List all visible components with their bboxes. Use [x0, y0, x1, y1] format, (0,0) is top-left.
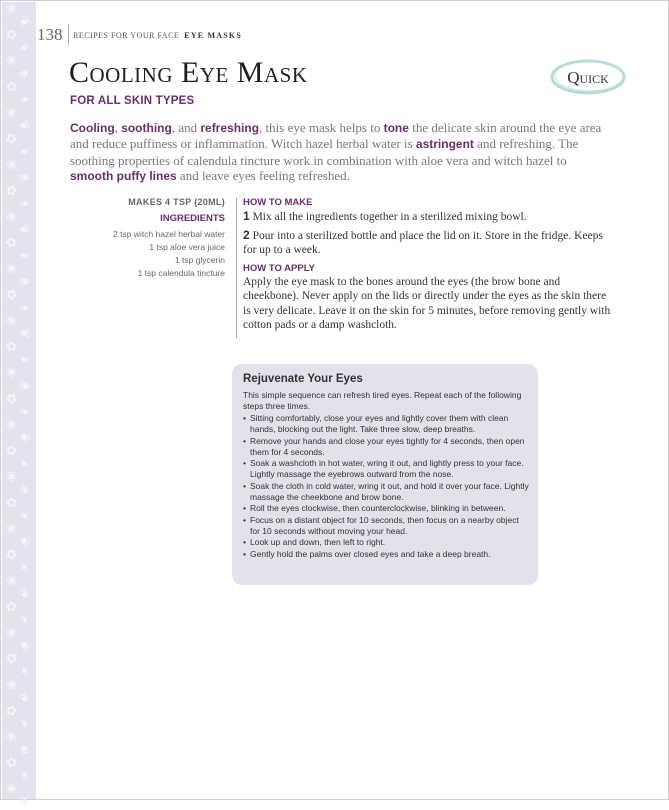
leaf-icon: ❦ — [15, 378, 33, 393]
bullet-text: Remove your hands and close your eyes tightly for 4 seconds, then open them for 4 seconds. — [250, 435, 525, 457]
leaf-icon: ❀ — [3, 155, 20, 174]
method-step — [243, 209, 615, 225]
leaf-icon: ❦ — [16, 275, 33, 288]
leaf-icon: ❦ — [15, 64, 34, 83]
intro-text: , this eye mask helps to — [259, 120, 384, 135]
leaf-icon: ❦ — [16, 688, 33, 707]
bullet-text: Soak a washcloth in hot water, wring it out, and lightly press to your face. Lightly massage the eyebrows outward from the nose. — [250, 458, 524, 480]
leaf-icon: ❧ — [15, 506, 34, 525]
leaf-icon: ❀ — [4, 103, 19, 122]
leaf-icon: ✿ — [5, 546, 18, 563]
leaf-icon: ✿ — [2, 285, 21, 304]
header-divider — [68, 25, 69, 45]
section-breadcrumb — [73, 31, 242, 40]
box-bullet-item — [243, 549, 531, 560]
bullet-icon: • — [243, 537, 246, 548]
leaf-icon: ✿ — [2, 79, 20, 94]
leaf-icon: ❀ — [2, 677, 21, 692]
recipe-intro — [70, 120, 610, 185]
leaf-icon: ❧ — [15, 715, 34, 732]
bullet-icon: • — [243, 548, 246, 559]
recipe-subtitle: FOR ALL SKIN TYPES — [70, 95, 195, 107]
how-to-apply-heading: HOW TO APPLY — [243, 262, 315, 274]
bullet-text: Sitting comfortably, close your eyes and lightly cover them with clean hands, blocking out the light. Take three slow, deep breaths. — [250, 413, 509, 435]
intro-emphasis: smooth puffy lines — [70, 169, 177, 184]
ingredients-heading: INGREDIENTS — [160, 213, 225, 224]
leaf-icon: ❧ — [16, 454, 33, 473]
intro-emphasis: refreshing — [200, 121, 260, 135]
step-text: Mix all the ingredients together in a sterilized mixing bowl. — [249, 211, 527, 223]
step-text: Pour into a sterilized bottle and place the lid on it. Store in the fridge. Keeps for up to a week. — [243, 229, 603, 256]
ingredients-list — [77, 228, 225, 280]
ingredient-item: 2 tsp witch hazel herbal water — [113, 229, 225, 239]
leaf-icon: ❀ — [2, 780, 21, 797]
step-number: 2 — [243, 227, 250, 242]
method-column — [243, 197, 615, 333]
box-bullet-list — [243, 413, 531, 560]
rejuvenate-eyes-box — [232, 364, 538, 585]
leaf-icon: ❀ — [2, 259, 21, 278]
bullet-icon: • — [243, 413, 246, 423]
leaf-icon: ✿ — [2, 337, 21, 356]
box-bullet-item — [243, 515, 531, 538]
leaf-icon: ❀ — [3, 521, 20, 536]
leaf-icon: ❀ — [2, 468, 21, 485]
how-to-make-heading: HOW TO MAKE — [243, 197, 313, 208]
leaf-icon: ❧ — [18, 247, 31, 264]
leaf-icon: ❦ — [15, 12, 34, 31]
leaf-icon: ❦ — [15, 117, 34, 134]
leaf-icon: ❦ — [17, 792, 32, 810]
intro-emphasis: soothing — [121, 121, 172, 135]
leaf-icon: ❀ — [6, 1, 17, 16]
leaf-icon: ❧ — [16, 142, 33, 161]
leaf-icon: ❦ — [16, 740, 33, 759]
leaf-icon: ❀ — [2, 311, 21, 330]
decorative-leaf-stripe — [2, 1, 36, 810]
bullet-icon: • — [243, 435, 246, 446]
box-intro: This simple sequence can refresh tired eyes. Repeat each of the following steps three times. — [243, 390, 522, 412]
apply-text: Apply the eye mask to the bones around the eyes (the brow bone and cheekbone). Never apply on the lids or directly under the eyes as the skin there is very delicate. Leave it on the skin for 5 minutes, before removing gently with cotton pads or a damp washcloth. — [243, 275, 611, 331]
recipe-title: Cooling Eye Mask — [69, 56, 308, 89]
ingredient-item: 1 tsp glycerin — [174, 255, 225, 265]
leaf-icon: ❦ — [15, 481, 34, 498]
leaf-icon: ❦ — [15, 532, 34, 551]
leaf-icon: ❧ — [15, 38, 34, 57]
leaf-icon: ❧ — [17, 402, 32, 421]
leaf-icon: ❦ — [16, 327, 33, 340]
leaf-icon: ✿ — [2, 130, 21, 147]
leaf-icon: ✿ — [2, 389, 20, 408]
box-bullet-item — [243, 481, 531, 504]
page-number: 138 — [37, 25, 63, 44]
badge-label: Quick — [567, 68, 609, 87]
intro-text: and refreshing. The soothing properties of calendula tincture work in combination with aloe vera and witch hazel to — [70, 136, 579, 168]
leaf-icon: ✿ — [5, 598, 18, 615]
quick-badge — [549, 58, 627, 96]
intro-emphasis: astringent — [415, 137, 474, 152]
steps-list — [243, 209, 615, 258]
leaf-icon: ✿ — [2, 233, 21, 252]
leaf-icon: ✿ — [4, 650, 19, 667]
bullet-text: Focus on a distant object for 10 seconds, then focus on a nearby object for 10 seconds without moving your head. — [250, 514, 519, 536]
leaf-icon: ❦ — [15, 429, 34, 446]
leaf-icon: ❧ — [17, 194, 32, 213]
box-bullet-item — [243, 503, 531, 514]
bullet-text: Look up and down, then left to right. — [250, 537, 386, 548]
method-step — [243, 228, 615, 258]
leaf-icon: ❦ — [15, 636, 34, 655]
leaf-icon: ✿ — [3, 701, 19, 720]
intro-text: , and — [171, 120, 201, 135]
intro-text: and leave eyes feeling refreshed. — [176, 168, 350, 184]
leaf-icon: ❦ — [15, 584, 34, 603]
intro-text: , — [114, 120, 122, 135]
box-bullet-item — [243, 458, 531, 481]
leaf-icon: ❦ — [15, 169, 34, 186]
box-title: Rejuvenate Your Eyes — [243, 373, 363, 385]
leaf-icon: ❧ — [17, 351, 32, 368]
leaf-icon: ✿ — [3, 28, 20, 41]
leaf-icon: ❧ — [15, 610, 34, 629]
step-number: 1 — [243, 209, 250, 223]
column-divider — [236, 198, 237, 338]
bullet-text: Soak the cloth in cold water, wring it out, and hold it over your face. Lightly massage the cheekbone and brow bone. — [250, 480, 529, 503]
bullet-icon: • — [243, 503, 246, 514]
subsection-name: EYE MASKS — [184, 31, 242, 40]
leaf-icon: ❧ — [15, 662, 34, 681]
leaf-icon: ❧ — [15, 768, 34, 783]
leaf-icon: ✿ — [3, 753, 20, 772]
section-name: RECIPES FOR YOUR FACE — [73, 31, 180, 40]
leaf-icon: ❧ — [15, 90, 33, 109]
ingredient-item: 1 tsp calendula tincture — [137, 268, 225, 278]
leaf-icon: ✿ — [3, 441, 20, 460]
bullet-icon: • — [243, 480, 246, 491]
leaf-icon: ❀ — [3, 574, 20, 587]
leaf-icon: ❀ — [2, 728, 21, 745]
leaf-icon: ✿ — [2, 182, 21, 199]
bullet-icon: • — [243, 458, 246, 469]
recipe-yield: MAKES 4 TSP (20ML) — [128, 197, 225, 207]
intro-emphasis: tone — [383, 121, 409, 135]
leaf-icon: ❀ — [5, 52, 18, 69]
box-bullet-item — [243, 413, 531, 436]
box-bullet-item — [243, 436, 531, 459]
ingredients-column — [77, 197, 225, 280]
bullet-text: Roll the eyes clockwise, then counterclockwise, blinking in between. — [250, 503, 506, 514]
leaf-icon: ✿ — [4, 493, 19, 512]
bullet-icon: • — [243, 514, 246, 525]
leaf-icon: ❀ — [2, 207, 21, 226]
leaf-icon: ❀ — [2, 363, 21, 382]
ingredient-item: 1 tsp aloe vera juice — [149, 242, 225, 252]
intro-text: the delicate skin around the eye area and reduce puffiness or inflammation. Witch hazel herbal water is — [70, 120, 602, 152]
box-bullet-item — [243, 537, 531, 548]
leaf-icon: ❧ — [15, 558, 34, 577]
leaf-icon: ❀ — [2, 416, 21, 433]
intro-emphasis: Cooling — [70, 121, 115, 135]
bullet-text: Gently hold the palms over closed eyes and take a deep breath. — [250, 548, 491, 559]
leaf-icon: ❧ — [18, 299, 31, 316]
leaf-icon: ❦ — [16, 222, 33, 237]
leaf-icon: ❀ — [3, 626, 20, 639]
